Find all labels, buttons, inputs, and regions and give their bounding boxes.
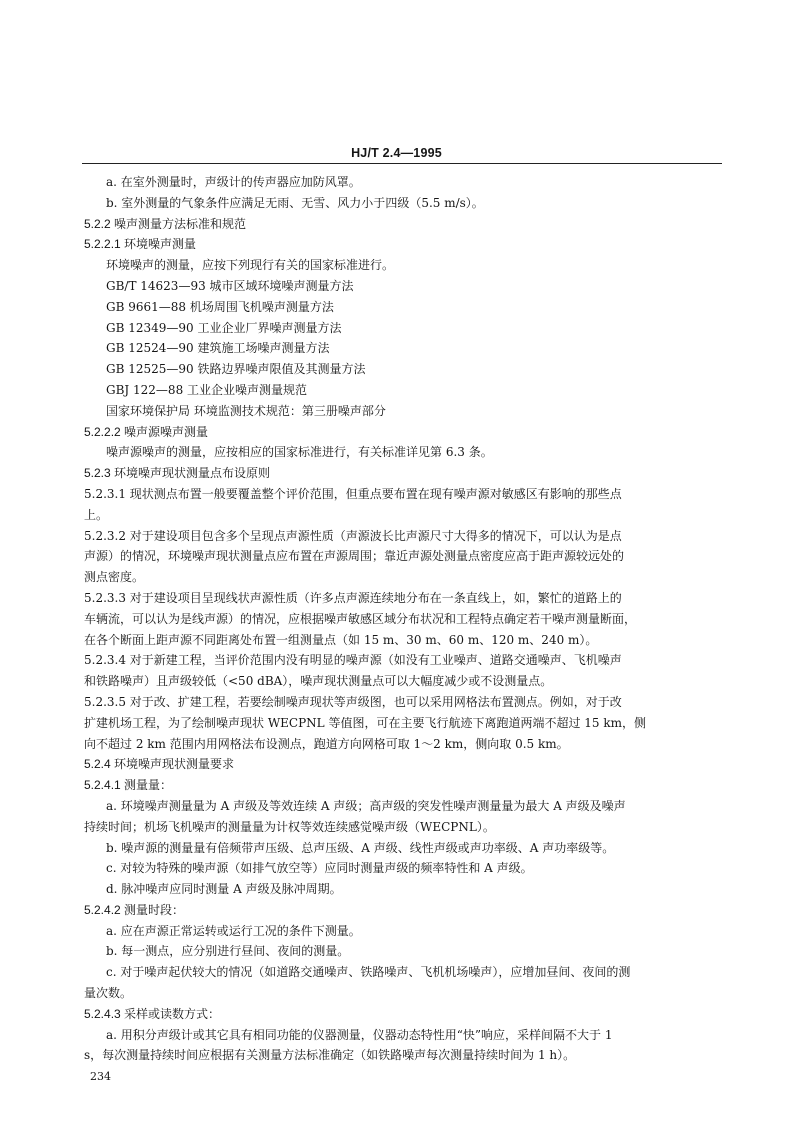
text-line: b. 室外测量的气象条件应满足无雨、无雪、风力小于四级（5.5 m/s）。 <box>106 195 484 210</box>
text-line: c. 对于噪声起伏较大的情况（如道路交通噪声、铁路噪声、飞机机场噪声），应增加昼间、夜间的测 <box>106 965 631 980</box>
text-line: 声源）的情况，环境噪声现状测量点应布置在声源周围；靠近声源处测量点密度应高于距声源较远处的 <box>84 549 625 564</box>
text-line: 5.2.3.3 对于建设项目呈现线状声源性质（许多点声源连续地分布在一条直线上，如，繁忙的道路上的 <box>84 590 622 605</box>
text-line: GBJ 122—88 工业企业噪声测量规范 <box>106 382 308 397</box>
section-heading: 5.2.3 环境噪声现状测量点布设原则 <box>84 466 271 481</box>
text-line: a. 应在声源正常运转或运行工况的条件下测量。 <box>106 923 361 938</box>
text-line: 环境噪声的测量，应按下列现行有关的国家标准进行。 <box>106 258 395 273</box>
text-line: 5.2.3.4 对于新建工程，当评价范围内没有明显的噪声源（如没有工业噪声、道路交通噪声、飞机噪声 <box>84 653 622 668</box>
text-line: GB 12349—90 工业企业厂界噪声测量方法 <box>106 320 342 335</box>
text-line: 量次数。 <box>84 986 133 1001</box>
section-heading: 5.2.2.2 噪声源噪声测量 <box>84 424 209 439</box>
text-line: 扩建机场工程，为了绘制噪声现状 WECPNL 等值图，可在主要飞行航迹下离跑道两端不超过 15 km，侧 <box>84 715 646 730</box>
text-line: GB/T 14623—93 城市区域环境噪声测量方法 <box>106 278 354 293</box>
document-body <box>84 172 714 1066</box>
text-line: a. 用积分声级计或其它具有相同功能的仪器测量，仪器动态特性用“快”响应，采样间隔不大于 1 <box>106 1027 613 1042</box>
section-heading: 5.2.2.1 环境噪声测量 <box>84 237 197 252</box>
text-line: 车辆流，可以认为是线声源）的情况，应根据噪声敏感区域分布状况和工程特点确定若干噪声测量断面， <box>84 611 637 626</box>
text-line: 5.2.3.2 对于建设项目包含多个呈现点声源性质（声源波长比声源尺寸大得多的情况下，可以认为是点 <box>84 528 622 543</box>
text-line: s，每次测量持续时间应根据有关测量方法标准确定（如铁路噪声每次测量持续时间为 1 h）。 <box>84 1048 576 1063</box>
text-line: a. 在室外测量时，声级计的传声器应加防风罩。 <box>106 175 361 189</box>
text-line: d. 脉冲噪声应同时测量 A 声级及脉冲周期。 <box>106 882 342 897</box>
text-line: c. 对较为特殊的噪声源（如排气放空等）应同时测量声级的频率特性和 A 声级。 <box>106 861 533 876</box>
text-line: 噪声源噪声的测量，应按相应的国家标准进行，有关标准详见第 6.3 条。 <box>106 445 493 460</box>
section-heading: 5.2.4.3 采样或读数方式： <box>84 1006 221 1021</box>
text-line: GB 9661—88 机场周围飞机噪声测量方法 <box>106 299 334 314</box>
document-header-code: HJ/T 2.4—1995 <box>351 146 442 160</box>
text-line: 5.2.3.1 现状测点布置一般要覆盖整个评价范围，但重点要布置在现有噪声源对敏感区有影响的那些点 <box>84 486 622 501</box>
text-line: a. 环境噪声测量量为 A 声级及等效连续 A 声级；高声级的突发性噪声测量量为最大 A 声级及噪声 <box>106 798 626 813</box>
text-line: 在各个断面上距声源不同距离处布置一组测量点（如 15 m、30 m、60 m、120 m、240 m）。 <box>84 632 598 647</box>
text-line: 国家环境保护局 环境监测技术规范：第三册噪声部分 <box>106 403 386 418</box>
page-number: 234 <box>90 1070 111 1083</box>
text-line: GB 12525—90 铁路边界噪声限值及其测量方法 <box>106 362 366 377</box>
header-rule <box>82 163 722 164</box>
text-line: 持续时间；机场飞机噪声的测量量为计权等效连续感觉噪声级（WECPNL）。 <box>84 819 495 834</box>
text-line: 向不超过 2 km 范围内用网格法布设测点，跑道方向网格可取 1～2 km，侧向取 0.5 km。 <box>84 736 569 751</box>
text-line: 和铁路噪声）且声级较低（<50 dBA），噪声现状测量点可以大幅度减少或不设测量点。 <box>84 674 553 689</box>
section-heading: 5.2.2 噪声测量方法标准和规范 <box>84 216 247 231</box>
text-line: 测点密度。 <box>84 570 145 585</box>
section-heading: 5.2.4.2 测量时段： <box>84 902 185 917</box>
text-line: b. 噪声源的测量量有倍频带声压级、总声压级、A 声级、线性声级或声功率级、A 声功率级等。 <box>106 840 615 855</box>
section-heading: 5.2.4.1 测量量： <box>84 778 173 793</box>
text-line: 上。 <box>84 507 109 522</box>
text-line: GB 12524—90 建筑施工场噪声测量方法 <box>106 341 330 356</box>
section-heading: 5.2.4 环境噪声现状测量要求 <box>84 757 235 772</box>
text-line: b. 每一测点，应分别进行昼间、夜间的测量。 <box>106 944 350 959</box>
text-line: 5.2.3.5 对于改、扩建工程，若要绘制噪声现状等声级图，也可以采用网格法布置测点。例如，对于改 <box>84 694 622 709</box>
